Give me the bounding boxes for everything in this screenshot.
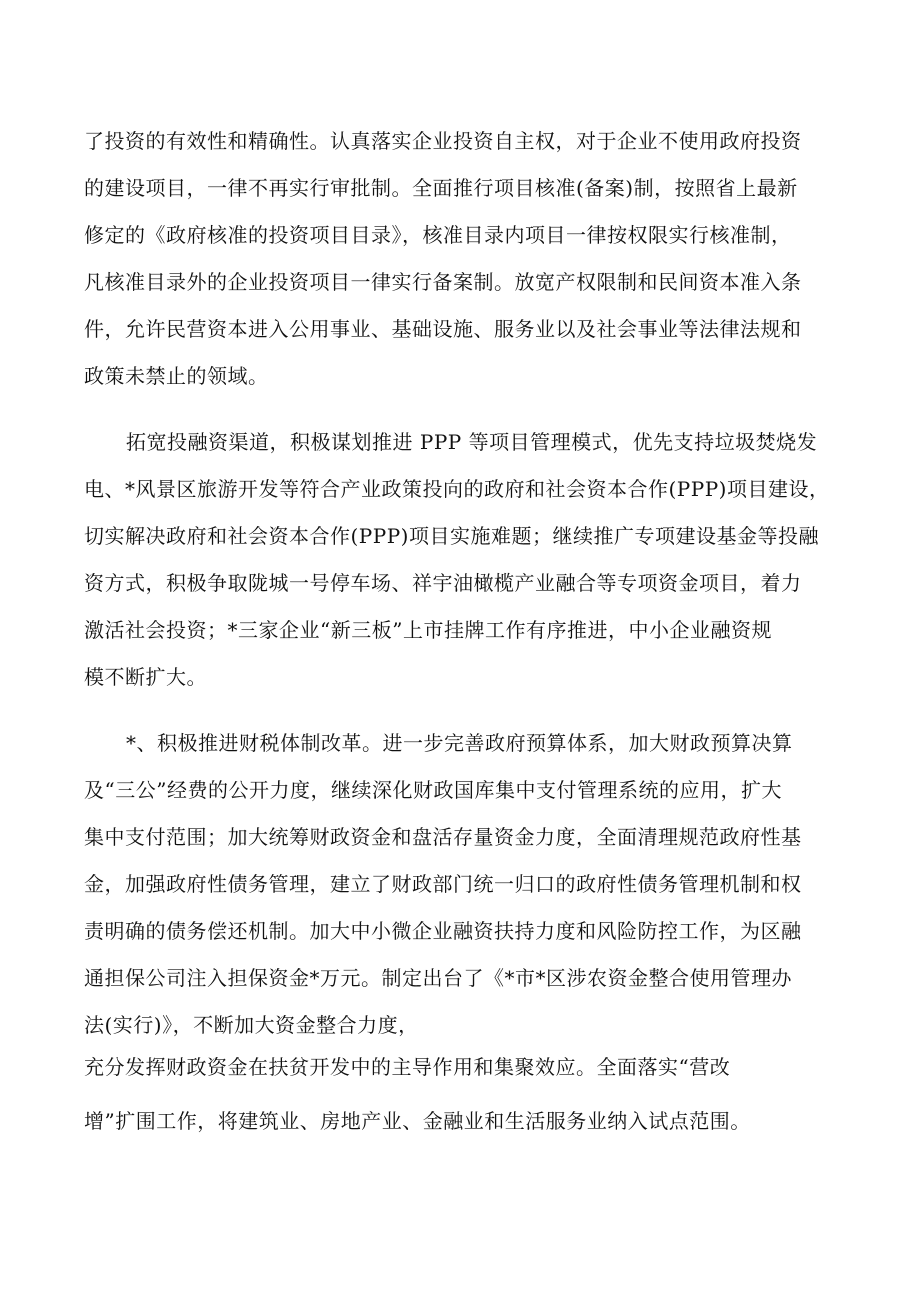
text-line: 通担保公司注入担保资金*万元。制定出台了《*市*区涉农资金整合使用管理办 [84, 966, 792, 990]
text-line: 件，允许民营资本进入公用事业、基础设施、服务业以及社会事业等法律法规和 [84, 317, 802, 341]
text-line: *、积极推进财税体制改革。进一步完善政府预算体系，加大财政预算决算 [126, 731, 793, 755]
text-line: 激活社会投资；*三家企业“新三板”上市挂牌工作有序推进，中小企业融资规 [84, 618, 772, 642]
text-line: 拓宽投融资渠道，积极谋划推进 PPP 等项目管理模式，优先支持垃圾焚烧发 [126, 430, 818, 454]
text-line: 充分发挥财政资金在扶贫开发中的主导作用和集聚效应。全面落实“营改 [84, 1055, 731, 1079]
text-line: 切实解决政府和社会资本合作(PPP)项目实施难题；继续推广专项建设基金等投融 [84, 524, 819, 548]
text-line: 电、*风景区旅游开发等符合产业政策投向的政府和社会资本合作(PPP)项目建设， [84, 477, 830, 501]
text-line: 修定的《政府核准的投资项目目录》，核准目录内项目一律按权限实行核准制， [84, 223, 792, 247]
text-line: 增”扩围工作，将建筑业、房地产业、金融业和生活服务业纳入试点范围。 [84, 1109, 751, 1133]
text-line: 及“三公”经费的公开力度，继续深化财政国库集中支付管理系统的应用，扩大 [84, 778, 782, 802]
text-line: 金，加强政府性债务管理，建立了财政部门统一归口的政府性债务管理机制和权 [84, 872, 802, 896]
text-line: 责明确的债务偿还机制。加大中小微企业融资扶持力度和风险防控工作，为区融 [84, 919, 802, 943]
text-line: 了投资的有效性和精确性。认真落实企业投资自主权，对于企业不使用政府投资 [84, 129, 802, 153]
text-line: 集中支付范围；加大统筹财政资金和盘活存量资金力度，全面清理规范政府性基 [84, 825, 802, 849]
text-line: 资方式，积极争取陇城一号停车场、祥宇油橄榄产业融合等专项资金项目，着力 [84, 571, 802, 595]
text-line: 模不断扩大。 [84, 665, 207, 689]
text-line: 政策未禁止的领域。 [84, 364, 269, 388]
text-line: 法(实行)》，不断加大资金整合力度， [84, 1013, 419, 1037]
text-line: 的建设项目，一律不再实行审批制。全面推行项目核准(备案)制，按照省上最新 [84, 176, 798, 200]
text-line: 凡核准目录外的企业投资项目一律实行备案制。放宽产权限制和民间资本准入条 [84, 270, 802, 294]
